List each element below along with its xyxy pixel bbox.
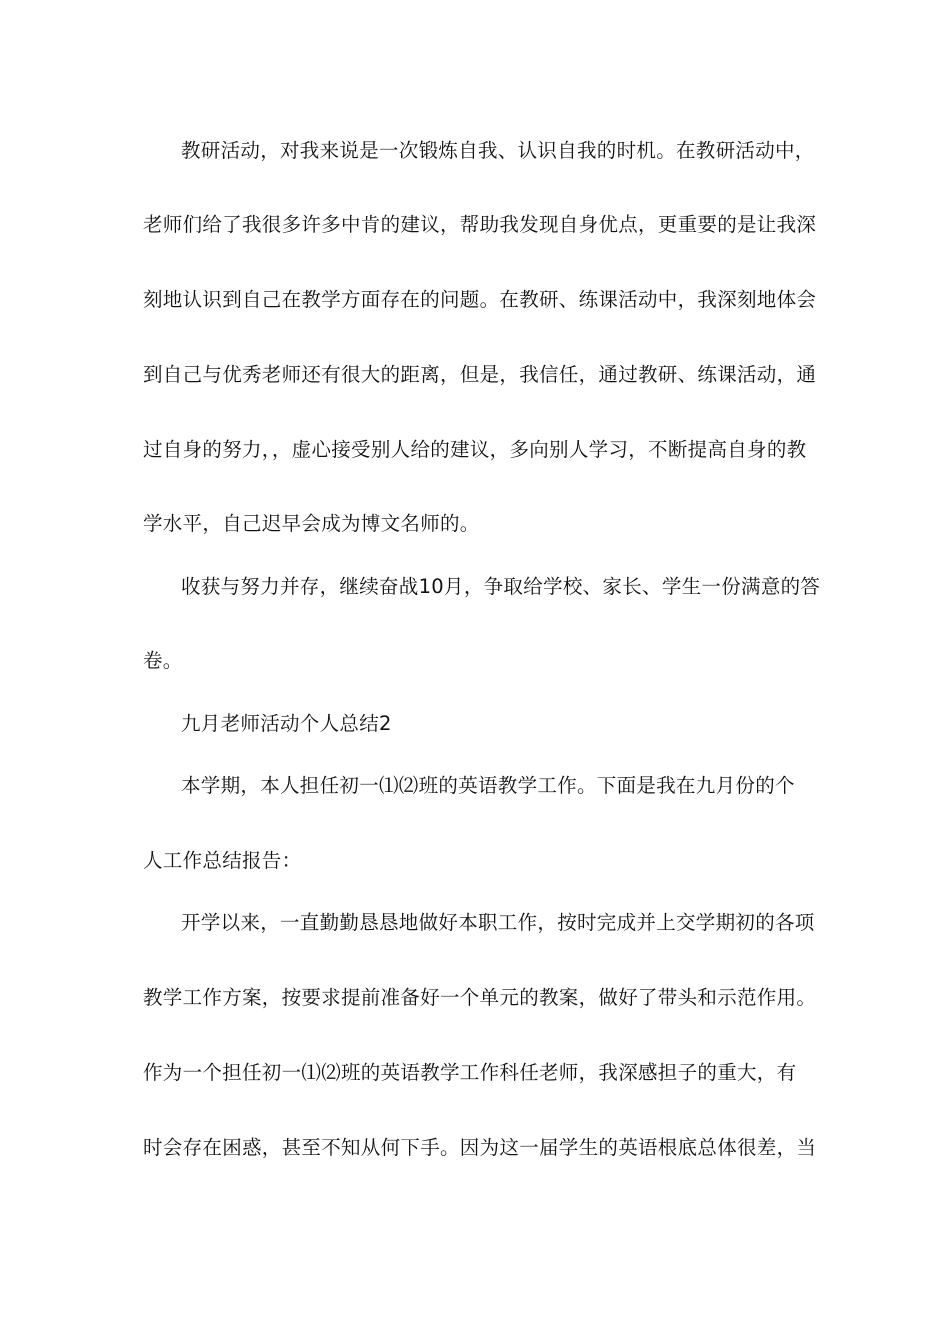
paragraph-2-line-1: 收获与努力并存，继续奋战10月，争取给学校、家长、学生一份满意的答: [181, 575, 821, 598]
paragraph-4-line-3: 作为一个担任初一⑴⑵班的英语教学工作科任老师，我深感担子的重大，有: [143, 1061, 797, 1084]
paragraph-1-line-2: 老师们给了我很多许多中肯的建议，帮助我发现自身优点，更重要的是让我深: [143, 213, 817, 236]
paragraph-1-line-5: 过自身的努力，，虚心接受别人给的建议，多向别人学习，不断提高自身的教: [143, 438, 807, 461]
paragraph-1-line-4: 到自己与优秀老师还有很大的距离，但是，我信任，通过教研、练课活动，通: [143, 363, 817, 386]
paragraph-4-line-1: 开学以来，一直勤勤恳恳地做好本职工作，按时完成并上交学期初的各项: [181, 911, 815, 934]
paragraph-1-line-1: 教研活动，对我来说是一次锻炼自我、认识自我的时机。在教研活动中，: [181, 139, 815, 162]
paragraph-3-line-2: 人工作总结报告：: [143, 849, 302, 872]
paragraph-1-line-6: 学水平，自己迟早会成为博文名师的。: [143, 512, 480, 535]
paragraph-3-line-1: 本学期，本人担任初一⑴⑵班的英语教学工作。下面是我在九月份的个: [181, 774, 795, 797]
paragraph-1-line-3: 刻地认识到自己在教学方面存在的问题。在教研、练课活动中，我深刻地体会: [143, 288, 817, 311]
paragraph-4-line-2: 教学工作方案，按要求提前准备好一个单元的教案，做好了带头和示范作用。: [143, 986, 817, 1009]
section-title: 九月老师活动个人总结2: [181, 712, 392, 735]
paragraph-4-line-4: 时会存在困惑，甚至不知从何下手。因为这一届学生的英语根底总体很差，当: [143, 1136, 817, 1159]
paragraph-2-line-2: 卷。: [143, 649, 183, 672]
